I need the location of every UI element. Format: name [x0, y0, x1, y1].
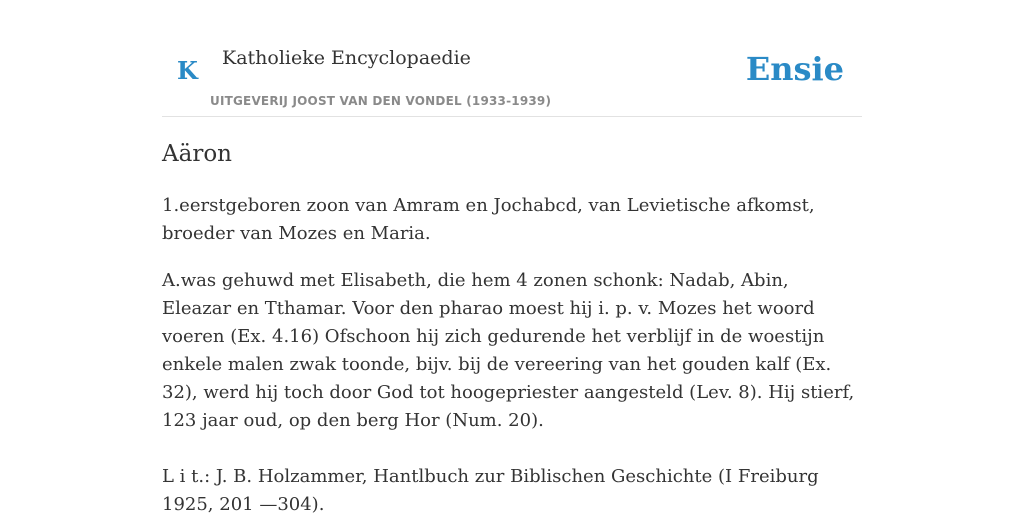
entry-paragraph: A.was gehuwd met Elisabeth, die hem 4 zonen schonk: Nadab, Abin, Eleazar en Tthamar. Voor den pharao moest hij i. p. v. Mozes het woord voeren (Ex. 4.16) Ofschoon hij zich gedurende het verblijf in de woestijn enkele malen zwak toonde, bijv. bij de vereering van het gouden kalf (Ex. 32), werd hij toch door God tot hoogepriester aangesteld (Lev. 8). Hij stierf, 123 jaar oud, op den berg Hor (Num. 20). [162, 270, 855, 431]
publication-header [162, 0, 862, 117]
entry-paragraph: 1.eerstgeboren zoon van Amram en Jochabcd, van Levietische afkomst, broeder van Mozes en Maria. [162, 195, 815, 244]
publication-logo[interactable]: K [177, 56, 198, 85]
literature-reference: L i t.: J. B. Holzammer, Hantlbuch zur Biblischen Geschichte (I Freiburg 1925, 201 —304). [162, 466, 819, 515]
article-page [162, 0, 862, 515]
publication-subtitle: UITGEVERIJ JOOST VAN DEN VONDEL (1933-1939) [210, 94, 552, 108]
publication-title[interactable]: Katholieke Encyclopaedie [222, 47, 471, 69]
ensie-brand-logo[interactable]: Ensie [745, 50, 844, 88]
entry-title: Aäron [162, 141, 232, 167]
